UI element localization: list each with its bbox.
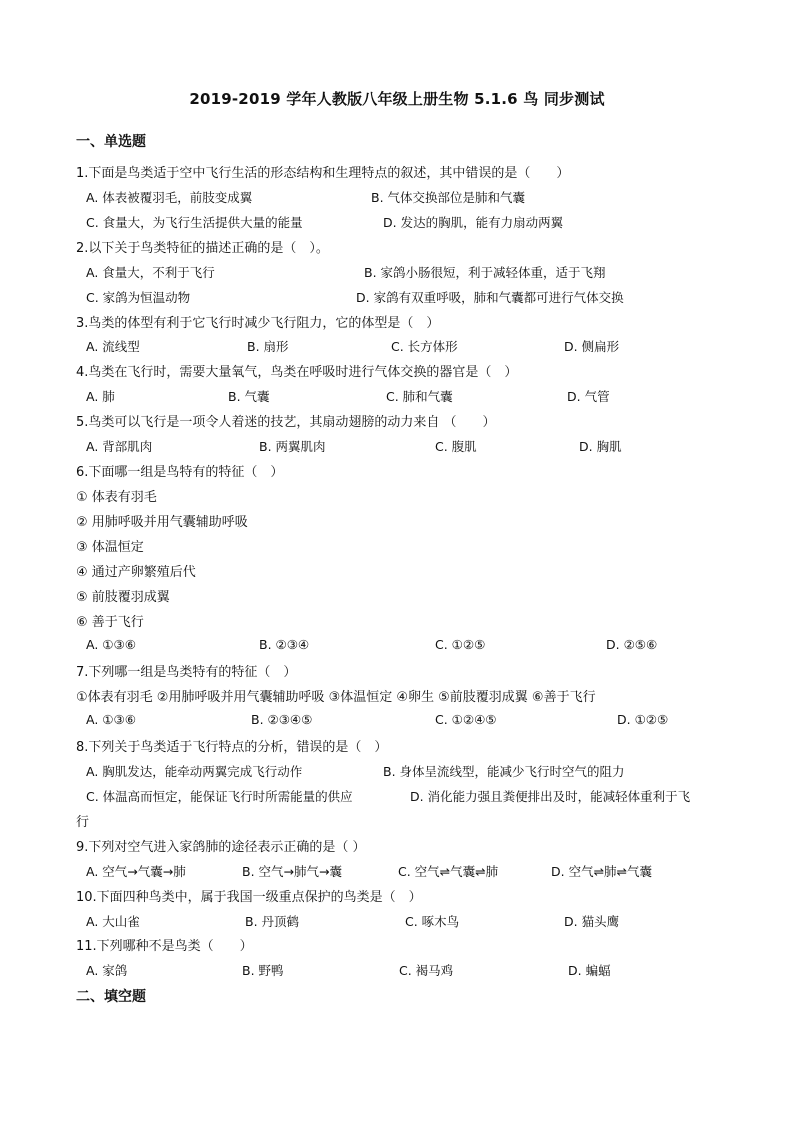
question-6-item: ③ 体温恒定 bbox=[76, 540, 144, 555]
question-10-option-b: B. 丹顶鹤 bbox=[245, 914, 300, 929]
section-heading-single-choice: 一、单选题 bbox=[76, 134, 146, 150]
question-7-option-c: C. ①②④⑤ bbox=[435, 712, 497, 727]
question-3-option-c: C. 长方体形 bbox=[391, 339, 458, 354]
question-6-item: ⑤ 前肢覆羽成翼 bbox=[76, 590, 170, 605]
question-1-stem: 1.下面是鸟类适于空中飞行生活的形态结构和生理特点的叙述，其中错误的是（ ） bbox=[76, 166, 570, 181]
question-11-option-a: A. 家鸽 bbox=[86, 963, 128, 978]
question-5-option-a: A. 背部肌肉 bbox=[86, 439, 153, 454]
question-2-option-c: C. 家鸽为恒温动物 bbox=[86, 290, 191, 305]
question-1-option-a: A. 体表被覆羽毛，前肢变成翼 bbox=[86, 190, 253, 205]
question-6-item: ① 体表有羽毛 bbox=[76, 490, 157, 505]
question-3-option-d: D. 侧扁形 bbox=[564, 339, 620, 354]
question-2-option-d: D. 家鸽有双重呼吸，肺和气囊都可进行气体交换 bbox=[356, 290, 624, 305]
question-4-option-a: A. 肺 bbox=[86, 389, 115, 404]
question-11-stem: 11.下列哪种不是鸟类（ ） bbox=[76, 939, 253, 954]
question-6-option-b: B. ②③④ bbox=[259, 637, 310, 652]
question-6-option-a: A. ①③⑥ bbox=[86, 637, 136, 652]
question-1-option-d: D. 发达的胸肌，能有力扇动两翼 bbox=[383, 215, 564, 230]
question-4-stem: 4.鸟类在飞行时，需要大量氧气，鸟类在呼吸时进行气体交换的器官是（ ） bbox=[76, 365, 518, 380]
question-2-stem: 2.以下关于鸟类特征的描述正确的是（ ）。 bbox=[76, 241, 329, 256]
question-3-option-b: B. 扇形 bbox=[247, 339, 289, 354]
question-3-stem: 3.鸟类的体型有利于它飞行时减少飞行阻力，它的体型是（ ） bbox=[76, 316, 440, 331]
question-4-option-d: D. 气管 bbox=[567, 389, 610, 404]
question-4-option-b: B. 气囊 bbox=[228, 389, 270, 404]
question-8-option-b: B. 身体呈流线型，能减少飞行时空气的阻力 bbox=[383, 764, 625, 779]
question-6-option-d: D. ②⑤⑥ bbox=[606, 637, 658, 652]
section-heading-fill-in: 二、填空题 bbox=[76, 989, 146, 1005]
question-6-item: ② 用肺呼吸并用气囊辅助呼吸 bbox=[76, 515, 248, 530]
question-9-option-b: B. 空气→肺气→囊 bbox=[242, 864, 342, 879]
question-11-option-c: C. 褐马鸡 bbox=[399, 963, 454, 978]
question-10-option-a: A. 大山雀 bbox=[86, 914, 140, 929]
question-10-option-c: C. 啄木鸟 bbox=[405, 914, 460, 929]
question-7-option-a: A. ①③⑥ bbox=[86, 712, 136, 727]
question-8-option-a: A. 胸肌发达，能牵动两翼完成飞行动作 bbox=[86, 764, 303, 779]
question-11-option-d: D. 蝙蝠 bbox=[568, 963, 611, 978]
question-6-option-c: C. ①②⑤ bbox=[435, 637, 486, 652]
question-6-item: ⑥ 善于飞行 bbox=[76, 615, 144, 630]
question-5-option-c: C. 腹肌 bbox=[435, 439, 477, 454]
question-7-option-b: B. ②③④⑤ bbox=[251, 712, 313, 727]
question-7-items: ①体表有羽毛 ②用肺呼吸并用气囊辅助呼吸 ③体温恒定 ④卵生 ⑤前肢覆羽成翼 ⑥善于飞行 bbox=[76, 690, 596, 705]
question-2-option-a: A. 食量大，不利于飞行 bbox=[86, 265, 215, 280]
question-9-option-d: D. 空气⇌肺⇌气囊 bbox=[551, 864, 653, 879]
question-3-option-a: A. 流线型 bbox=[86, 339, 140, 354]
page-title: 2019-2019 学年人教版八年级上册生物 5.1.6 鸟 同步测试 bbox=[189, 90, 605, 108]
question-9-option-c: C. 空气⇌气囊⇌肺 bbox=[398, 864, 499, 879]
question-8-option-d: D. 消化能力强且粪便排出及时，能减轻体重利于飞 bbox=[410, 789, 691, 804]
question-1-option-c: C. 食量大，为飞行生活提供大量的能量 bbox=[86, 215, 303, 230]
question-8-option-c: C. 体温高而恒定，能保证飞行时所需能量的供应 bbox=[86, 789, 353, 804]
question-9-stem: 9.下列对空气进入家鸽肺的途径表示正确的是（ ） bbox=[76, 840, 366, 855]
question-10-option-d: D. 猫头鹰 bbox=[564, 914, 620, 929]
question-5-option-d: D. 胸肌 bbox=[579, 439, 622, 454]
question-1-option-b: B. 气体交换部位是肺和气囊 bbox=[371, 190, 526, 205]
question-4-option-c: C. 肺和气囊 bbox=[386, 389, 453, 404]
question-7-stem: 7.下列哪一组是鸟类特有的特征（ ） bbox=[76, 665, 297, 680]
question-6-stem: 6.下面哪一组是鸟特有的特征（ ） bbox=[76, 465, 284, 480]
question-11-option-b: B. 野鸭 bbox=[242, 963, 284, 978]
question-8-option-d-continued: 行 bbox=[76, 815, 90, 830]
question-8-stem: 8.下列关于鸟类适于飞行特点的分析，错误的是（ ） bbox=[76, 740, 388, 755]
question-5-option-b: B. 两翼肌肉 bbox=[259, 439, 326, 454]
question-6-item: ④ 通过产卵繁殖后代 bbox=[76, 565, 196, 580]
question-7-option-d: D. ①②⑤ bbox=[617, 712, 669, 727]
question-10-stem: 10.下面四种鸟类中，属于我国一级重点保护的鸟类是（ ） bbox=[76, 890, 422, 905]
question-9-option-a: A. 空气→气囊→肺 bbox=[86, 864, 186, 879]
question-2-option-b: B. 家鸽小肠很短，利于减轻体重，适于飞翔 bbox=[364, 265, 606, 280]
question-5-stem: 5.鸟类可以飞行是一项令人着迷的技艺，其扇动翅膀的动力来自 （ ） bbox=[76, 415, 496, 430]
